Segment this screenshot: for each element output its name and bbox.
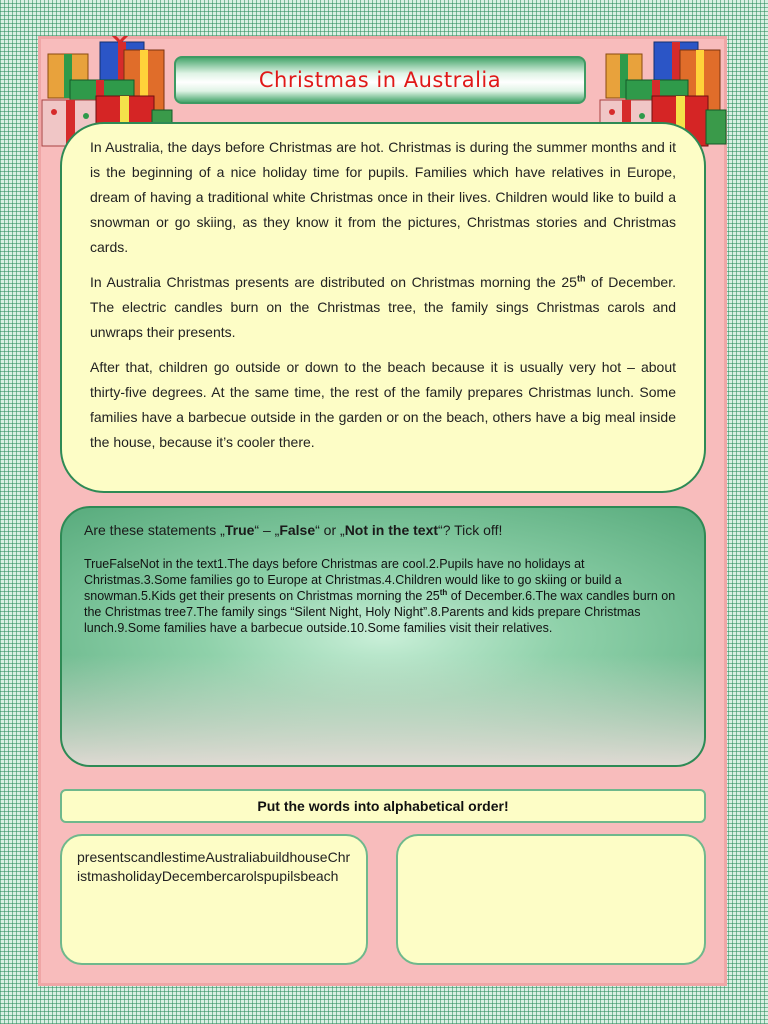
answer-box[interactable] [396, 834, 706, 965]
true-label: True [224, 522, 255, 538]
alphabetical-order-instruction-bar [60, 789, 706, 823]
alphabetical-order-instruction: Put the words into alphabetical order! [257, 798, 509, 814]
quiz-instruction [84, 522, 502, 538]
quiz-instruction-suffix: “? Tick off! [438, 522, 503, 538]
reading-paragraph-3: After that, children go outside or down to the beach because it is usually very hot – about thirty-five degrees. At the same time, the rest of the family prepares Christmas lunch. Some families have a barbecue outside in the garden or on the beach, others have a big meal inside the house, because it’s cooler there. [90, 359, 676, 450]
not-in-text-label: Not in the text [344, 522, 439, 538]
page-title: Christmas in Australia [258, 68, 502, 92]
reading-paragraph-2-start: In Australia Christmas presents are distributed on Christmas morning the 25 [90, 274, 577, 290]
quiz-instruction-prefix: Are these statements „ [84, 522, 225, 538]
word-list-box: presentscandlestimeAustraliabuildhouseChristmasholidayDecembercarolspupilsbeach [60, 834, 368, 965]
true-false-quiz-box [60, 506, 706, 767]
reading-text-box [60, 122, 706, 493]
ordinal-suffix: th [576, 273, 586, 284]
quiz-ordinal-suffix: th [439, 587, 448, 597]
quiz-statements-start: TrueFalseNot in the text1.The days before Christmas are cool.2.Pupils have no holidays at Christmas.3.Some families go to Europe at Christmas.4.Children would like to go skiing or build a snowman.5.Kids get their presents on Christmas morning the 25 [84, 557, 622, 603]
quiz-statements [84, 556, 684, 636]
quiz-instruction-sep2: “ or „ [315, 522, 345, 538]
title-banner [174, 56, 586, 104]
reading-paragraph-2-end: of December. The electric candles burn on the Christmas tree, the family sings Christmas carols and unwraps their presents. [90, 274, 676, 340]
quiz-instruction-sep1: “ – „ [254, 522, 280, 538]
false-label: False [279, 522, 316, 538]
reading-paragraph-2 [90, 270, 676, 345]
quiz-statements-end: of December.6.The wax candles burn on the Christmas tree7.The family sings “Silent Night, Holy Night”.8.Parents and kids prepare Christmas lunch.9.Some families have a barbecue outside.10.Some families visit their relatives. [84, 589, 676, 635]
reading-paragraph-1: In Australia, the days before Christmas are hot. Christmas is during the summer months and it is the beginning of a nice holiday time for pupils. Families which have relatives in Europe, dream of having a traditional white Christmas once in their lives. Children would like to build a snowman or go skiing, as they know it from the pictures, Christmas stories and Christmas cards. [90, 139, 676, 255]
